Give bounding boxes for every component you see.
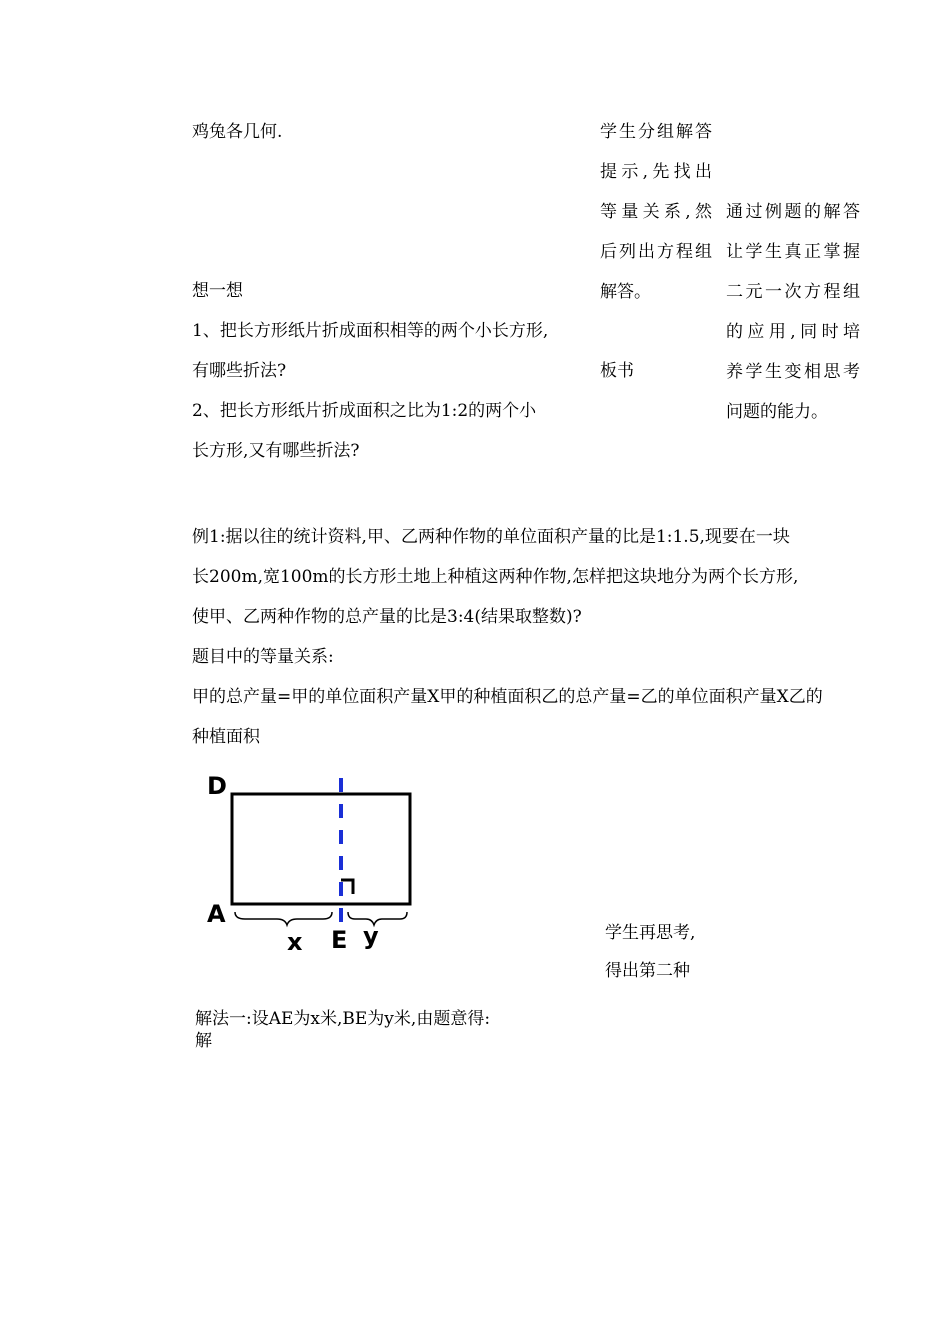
side-note-clip	[605, 955, 745, 981]
question-1-line-1: 1、把长方形纸片折成面积相等的两个小长方形,	[192, 321, 549, 341]
rectangle-diagram-svg	[205, 770, 435, 960]
label-e: E	[331, 926, 348, 954]
question-1-line-2: 有哪些折法?	[192, 361, 287, 381]
middle-line: 等量关系,然	[600, 202, 712, 222]
field-rectangle	[232, 794, 410, 904]
brace-x	[235, 912, 332, 925]
middle-line: 提示,先找出	[600, 162, 712, 182]
right-line: 问题的能力。	[726, 402, 828, 422]
solution-clip-1	[195, 1009, 615, 1029]
label-y: y	[363, 922, 379, 950]
right-line: 让学生真正掌握	[726, 242, 860, 262]
example-line-3: 使甲、乙两种作物的总产量的比是3:4(结果取整数)?	[192, 607, 582, 627]
example-line-2: 长200m,宽100m的长方形土地上种植这两种作物,怎样把这块地分为两个长方形,	[192, 567, 799, 587]
right-line: 通过例题的解答	[726, 202, 860, 222]
think-heading: 想一想	[192, 281, 243, 301]
question-2-line-2: 长方形,又有哪些折法?	[192, 441, 360, 461]
label-x: x	[287, 928, 303, 956]
relation-line-2: 种植面积	[192, 727, 260, 747]
board-note: 板书	[600, 361, 634, 381]
solution-clip-2	[195, 1031, 235, 1051]
solution-line-1: 解法一:设AE为x米,BE为y米,由题意得:	[195, 1009, 491, 1029]
label-d: D	[207, 772, 227, 800]
middle-line: 学生分组解答	[600, 122, 712, 142]
question-2-line-1: 2、把长方形纸片折成面积之比为1:2的两个小	[192, 401, 537, 421]
middle-line: 后列出方程组	[600, 242, 712, 262]
solution-line-2: 解	[195, 1031, 212, 1051]
side-note-line-1: 学生再思考,	[605, 923, 696, 943]
label-a: A	[207, 900, 226, 928]
left-text-chicken-rabbit: 鸡兔各几何.	[192, 122, 283, 142]
right-line: 二元一次方程组	[726, 282, 860, 302]
relation-heading: 题目中的等量关系:	[192, 647, 334, 667]
right-line: 养学生变相思考	[726, 362, 860, 382]
side-note-line-2: 得出第二种	[605, 961, 690, 981]
relation-line-1: 甲的总产量=甲的单位面积产量X甲的种植面积乙的总产量=乙的单位面积产量X乙的	[192, 687, 823, 707]
middle-line: 解答。	[600, 282, 651, 302]
right-column	[726, 192, 860, 432]
example-line-1: 例1:据以往的统计资料,甲、乙两种作物的单位面积产量的比是1:1.5,现要在一块	[192, 527, 790, 547]
middle-column	[600, 112, 712, 312]
right-line: 的应用,同时培	[726, 322, 860, 342]
rectangle-diagram	[205, 770, 435, 960]
